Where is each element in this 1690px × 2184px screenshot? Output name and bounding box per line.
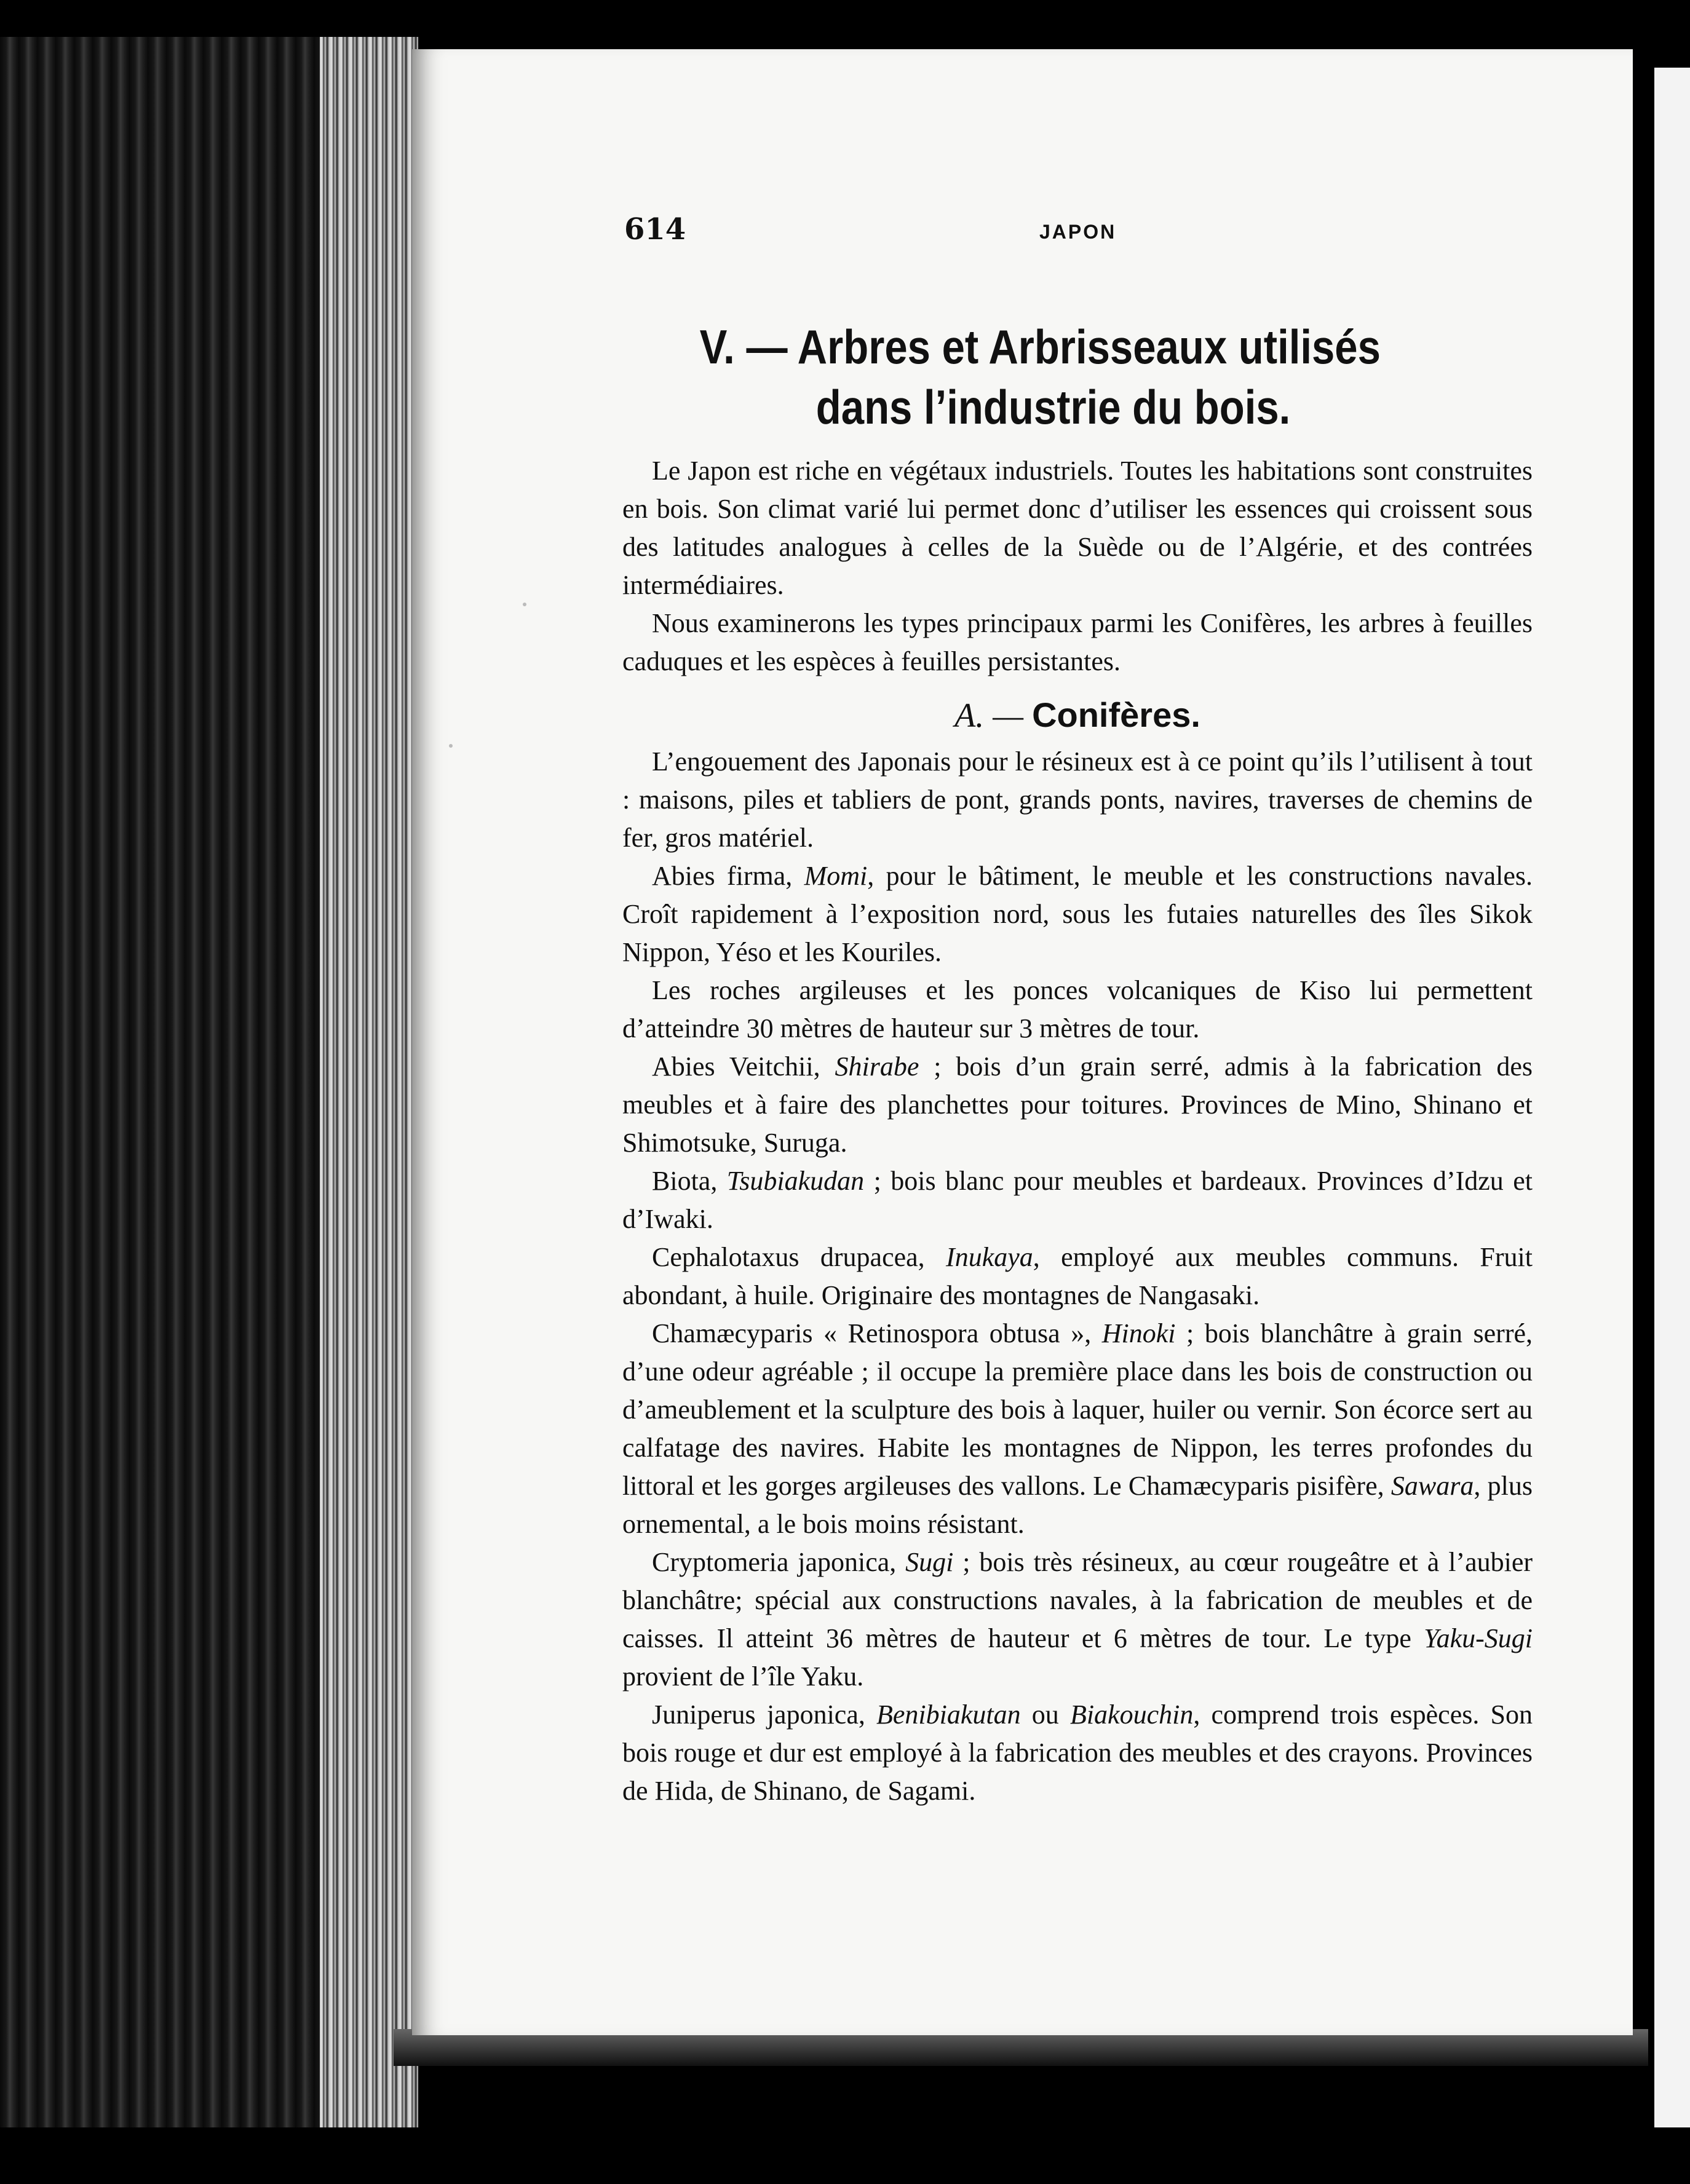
entry-paragraph	[622, 971, 1533, 1048]
entry-species: Abies Veitchii,	[652, 1051, 835, 1082]
entry-description-2: provient de l’île Yaku.	[622, 1661, 864, 1691]
scan-speck	[449, 744, 453, 748]
entry-paragraph	[622, 1315, 1533, 1543]
page-number: 614	[624, 212, 686, 247]
entry-japanese-name: Shirabe	[835, 1051, 919, 1082]
entry-description: ; bois blanc pour meubles et bardeaux. Provinces d’Idzu et d’Iwaki.	[622, 1166, 1533, 1234]
entry-paragraph	[622, 1238, 1533, 1315]
entry-paragraph	[622, 857, 1533, 971]
entry-species: Abies firma,	[652, 861, 804, 891]
entry-japanese-name: Benibiakutan	[876, 1699, 1021, 1730]
entry-paragraph	[622, 1543, 1533, 1696]
entry-description-2: , comprend trois espèces. Son bois rouge et dur est employé à la fabrication des meubles et des crayons. Provinces de Hida, de Shinano, de Sagami.	[622, 1699, 1533, 1806]
running-title: JAPON	[1039, 221, 1117, 243]
entry-species: Chamæcyparis « Retinospora obtusa »,	[652, 1318, 1102, 1348]
entry-species: Biota,	[652, 1166, 727, 1196]
entry-paragraph	[622, 1162, 1533, 1238]
section-heading-line-2: dans l’industrie du bois.	[815, 380, 1291, 434]
entry-japanese-name-2: Sawara	[1390, 1471, 1474, 1501]
subsection-title: Conifères.	[1032, 695, 1200, 734]
entry-description: ou	[1020, 1699, 1070, 1730]
section-heading-line-1: V. — Arbres et Arbrisseaux utilisés	[699, 320, 1381, 374]
entry-text: Les roches argileuses et les ponces volcaniques de Kiso lui permettent d’atteindre 30 mètres de hauteur sur 3 mètres de tour.	[622, 975, 1533, 1043]
entry-description: , pour le bâtiment, le meuble et les constructions navales. Croît rapidement à l’exposition nord, sous les futaies naturelles des îles Sikok Nippon, Yéso et les Kouriles.	[622, 861, 1533, 967]
entry-description: ; bois d’un grain serré, admis à la fabrication des meubles et à faire des planchettes pour toitures. Provinces de Mino, Shinano et Shimotsuke, Suruga.	[622, 1051, 1533, 1158]
intro-paragraph: Le Japon est riche en végétaux industriels. Toutes les habitations sont construites en bois. Son climat varié lui permet donc d’utiliser les essences qui croissent sous des latitudes analogues à celles de la Suède ou de l’Algérie, et des contrées intermédiaires.	[622, 456, 1533, 600]
entry-japanese-name: Momi	[804, 861, 868, 891]
body-text	[622, 452, 1533, 1810]
entry-paragraph	[622, 1048, 1533, 1162]
subsection-heading	[622, 693, 1533, 738]
entry-description-2: , plus ornemental, a le bois moins résistant.	[622, 1471, 1533, 1539]
running-header	[624, 212, 1534, 261]
entry-description: ; bois très résineux, au cœur rougeâtre et à l’aubier blanchâtre; spécial aux constructions navales, à la fabrication de meubles et de caisses. Il atteint 36 mètres de hauteur et 6 mètres de tour. Le type	[622, 1547, 1533, 1653]
entry-japanese-name-2: Yaku-Sugi	[1424, 1623, 1533, 1653]
subsection-letter: A. —	[954, 697, 1024, 735]
scan-speck	[523, 603, 526, 606]
entry-text: L’engouement des Japonais pour le résineux est à ce point qu’ils l’utilisent à tout : maisons, piles et tabliers de pont, grands ponts, navires, traverses de chemins de fer, gros matériel.	[622, 746, 1533, 853]
facing-page-sliver	[1654, 68, 1690, 2127]
section-heading	[615, 317, 1408, 437]
entry-species: Cephalotaxus drupacea,	[652, 1242, 946, 1272]
entry-japanese-name: Tsubiakudan	[726, 1166, 865, 1196]
entry-species: Cryptomeria japonica,	[652, 1547, 906, 1577]
entry-species: Juniperus japonica,	[652, 1699, 877, 1730]
entry-japanese-name-2: Biakouchin	[1069, 1699, 1194, 1730]
entry-japanese-name: Sugi	[905, 1547, 954, 1577]
entry-japanese-name: Inukaya	[946, 1242, 1033, 1272]
entry-japanese-name: Hinoki	[1101, 1318, 1176, 1348]
intro-paragraph: Nous examinerons les types principaux parmi les Conifères, les arbres à feuilles caduques et les espèces à feuilles persistantes.	[622, 608, 1533, 676]
entry-paragraph	[622, 743, 1533, 857]
book-page-edges	[0, 37, 418, 2127]
entry-paragraph	[622, 1696, 1533, 1810]
entry-description: , employé aux meubles communs. Fruit abondant, à huile. Originaire des montagnes de Nangasaki.	[622, 1242, 1533, 1310]
entry-description: ; bois blanchâtre à grain serré, d’une odeur agréable ; il occupe la première place dans les bois de construction ou d’ameublement et la sculpture des bois à laquer, huiler ou vernir. Son écorce sert au calfatage des navires. Habite les montagnes de Nippon, les terres profondes du littoral et les gorges argileuses des vallons. Le Chamæcyparis pisifère,	[622, 1318, 1533, 1501]
